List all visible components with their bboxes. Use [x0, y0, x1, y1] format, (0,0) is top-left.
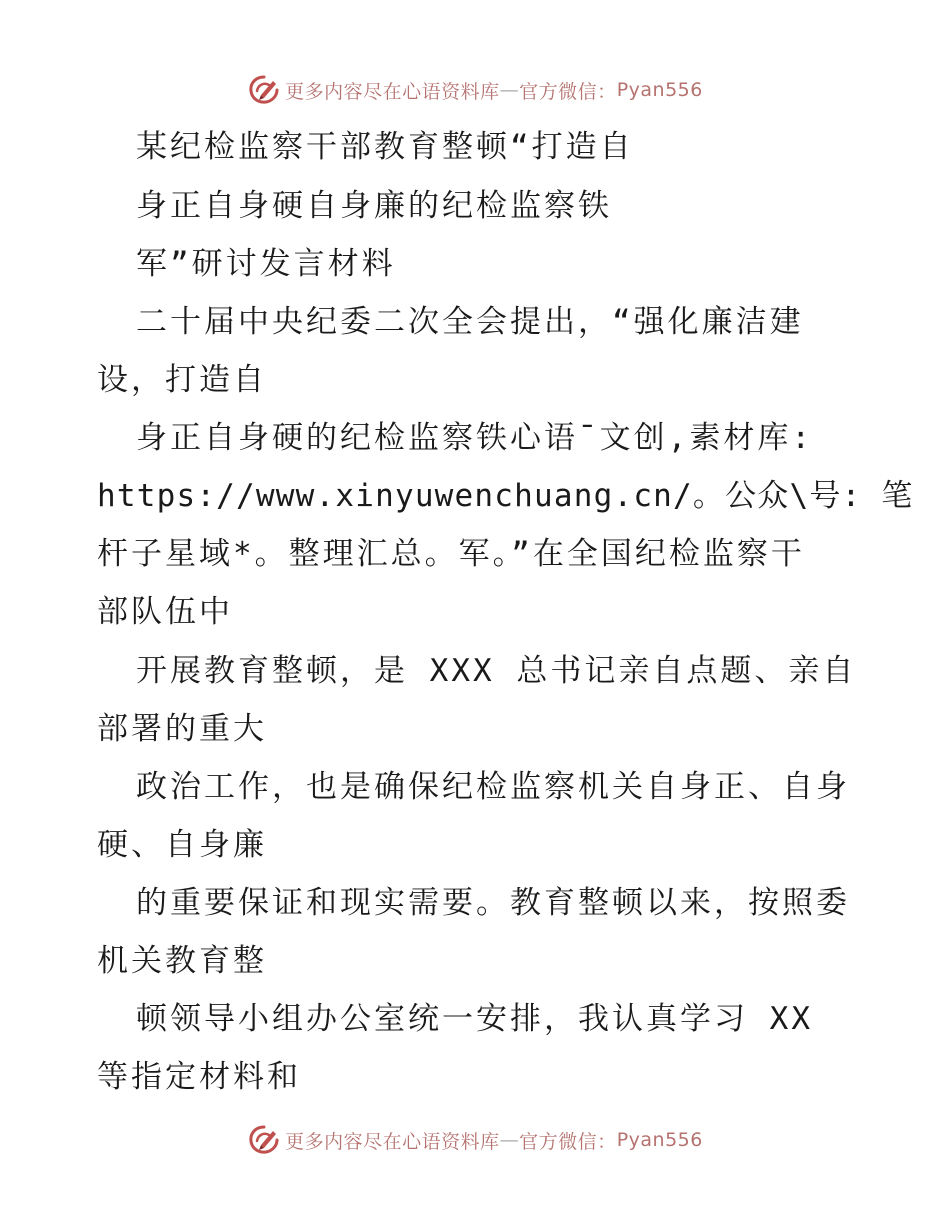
footer-banner — [0, 1120, 950, 1160]
banner-text: 更多内容尽在心语资料库 — [285, 80, 500, 103]
doc-line: 等指定材料和 — [97, 1059, 301, 1095]
doc-line: 硬、自身廉 — [97, 827, 267, 863]
banner-wechat-label: 官方微信： — [519, 80, 617, 103]
pen-swirl-logo-icon — [247, 1123, 281, 1157]
doc-line: 开展教育整顿，是 XXX 总书记亲自点题、亲自 — [136, 653, 857, 689]
doc-line: 杆子星域*。整理汇总。军。”在全国纪检监察干 — [97, 536, 805, 572]
doc-line: 某纪检监察干部教育整顿“打造自 — [136, 129, 634, 165]
pen-swirl-logo-icon — [247, 73, 281, 107]
doc-line: 军”研讨发言材料 — [136, 246, 396, 282]
doc-line: 政治工作，也是确保纪检监察机关自身正、自身 — [136, 769, 850, 805]
banner-separator: — — [499, 1129, 520, 1151]
doc-line: 身正自身硬自身廉的纪检监察铁 — [136, 188, 612, 224]
doc-line: 设，打造自 — [97, 362, 267, 398]
banner-separator: — — [499, 79, 520, 101]
doc-line: 部队伍中 — [97, 594, 233, 630]
header-banner — [0, 70, 950, 110]
doc-line: 二十届中央纪委二次全会提出，“强化廉洁建 — [136, 304, 804, 340]
banner-wechat-id: Pyan556 — [616, 1129, 703, 1151]
banner-wechat-id: Pyan556 — [616, 79, 703, 101]
doc-line: 顿领导小组办公室统一安排，我认真学习 XX — [136, 1001, 813, 1037]
doc-line: 身正自身硬的纪检监察铁心语¯文创,素材库: — [136, 420, 813, 456]
doc-line: 机关教育整 — [97, 943, 267, 979]
doc-line-url: https://www.xinyuwenchuang.cn/。公众\号: 笔 — [97, 478, 914, 514]
doc-line: 的重要保证和现实需要。教育整顿以来，按照委 — [136, 885, 850, 921]
banner-wechat-label: 官方微信： — [519, 1130, 617, 1153]
banner-text: 更多内容尽在心语资料库 — [285, 1130, 500, 1153]
doc-line: 部署的重大 — [97, 711, 267, 747]
